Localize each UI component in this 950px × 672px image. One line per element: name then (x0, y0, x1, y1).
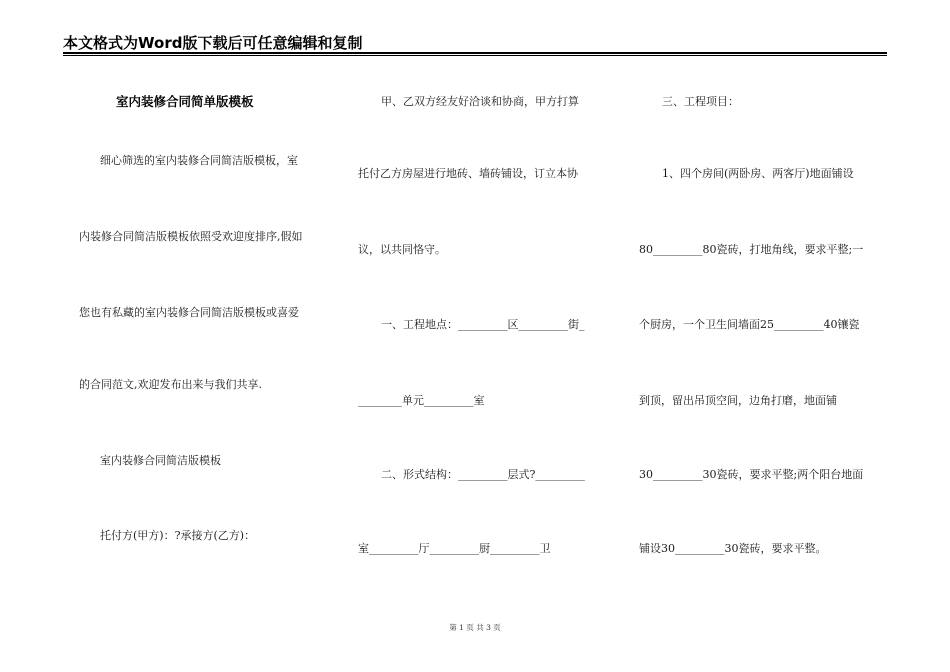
left-line-4: 的合同范文,欢迎发布出来与我们共享. (79, 378, 262, 391)
header-rule-thin (63, 55, 887, 56)
right-line-5: 到顶，留出吊顶空间，边角打磨，地面铺 (639, 394, 837, 407)
left-line-3: 您也有私藏的室内装修合同简洁版模板或喜爱 (79, 306, 299, 319)
right-line-2: 1、四个房间(两卧房、两客厅)地面铺设 (662, 167, 854, 180)
left-line-5: 室内装修合同简洁版模板 (100, 454, 221, 467)
right-line-4: 个厨房，一个卫生间墙面25_________40镶瓷 (639, 318, 860, 331)
header-rule (63, 52, 887, 54)
middle-line-5: ________单元_________室 (358, 394, 485, 407)
right-line-6: 30_________30瓷砖，要求平整;两个阳台地面 (639, 468, 864, 481)
document-header: 本文格式为Word版下载后可任意编辑和复制 (63, 34, 363, 52)
left-line-6: 托付方(甲方)：?承接方(乙方)： (100, 529, 256, 542)
middle-line-3: 议，以共同恪守。 (358, 243, 446, 256)
left-line-2: 内装修合同简洁版模板依照受欢迎度排序,假如 (79, 230, 303, 243)
middle-line-6: 二、形式结构：_________层式?_________ (381, 468, 585, 481)
right-line-1: 三、工程项目： (662, 95, 739, 108)
left-line-1: 细心筛选的室内装修合同简洁版模板，室 (100, 154, 298, 167)
middle-line-1: 甲、乙双方经友好洽谈和协商，甲方打算 (381, 95, 579, 108)
right-line-3: 80_________80瓷砖，打地角线，要求平整;一 (639, 243, 864, 256)
right-line-7: 铺设30_________30瓷砖，要求平整。 (639, 542, 827, 555)
middle-line-7: 室_________厅_________厨_________卫 (358, 542, 551, 555)
middle-line-2: 托付乙方房屋进行地砖、墙砖铺设，订立本协 (358, 167, 578, 180)
document-title: 室内装修合同简单版模板 (116, 94, 254, 109)
page-number: 第 1 页 共 3 页 (449, 623, 501, 632)
middle-line-4: 一、工程地点：_________区_________街_ (381, 318, 585, 331)
